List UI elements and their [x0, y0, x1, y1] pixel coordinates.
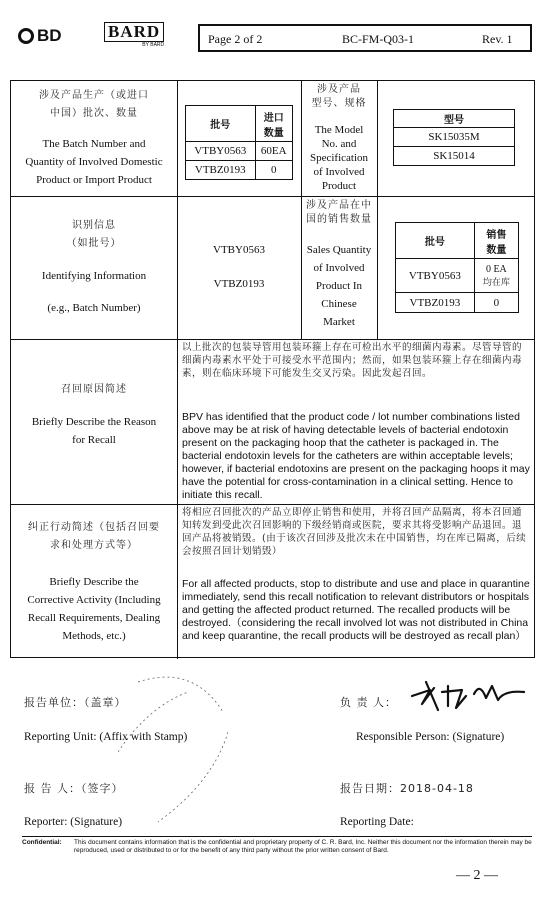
batch-quantity-label: 涉及产品生产（或进口 中国）批次、数量 The Batch Number and Quantity of Involved Domestic Product or Import Product: [25, 90, 163, 186]
corrective-activity-text-en: For all affected products, stop to distribute and use and place in quarantine immediately, send this recall notification to relevant distributors or hospitals and getting the affected product returned. The recalled products will be destroyed.（considering the recall involved lot was not distributed in China and keep quarantine, the recall products will be destroyed as recall plan）: [182, 578, 530, 642]
reporter-cn: 报 告 人：（签字）: [24, 782, 124, 795]
footer-divider: [22, 836, 532, 837]
row-divider: [11, 504, 534, 505]
report-date-en: Reporting Date:: [340, 816, 414, 828]
identifying-info-label: 识别信息 （如批号） Identifying Information (e.g., Batch Number): [41, 220, 147, 314]
row-divider: [11, 339, 534, 340]
page-number: — 2 —: [456, 868, 498, 883]
confidentiality-notice: Confidential: This document contains information that is the confidential and proprietary property of C. R. Bard, Inc. Neither this document nor the information therein may be reproduced, used or distributed to or for the benefit of any third party without the prior written consent of Bard.: [22, 839, 532, 854]
batch-cell: VTBY0563: [396, 259, 475, 293]
handwritten-signature: [408, 676, 528, 716]
qty-cell: 0 EA 均在库: [474, 259, 518, 293]
sales-quantity-label: 涉及产品在中 国的销售数量 Sales Quantity of Involved Product In Chinese Market: [306, 200, 372, 328]
responsible-person-en: Responsible Person: (Signature): [356, 731, 505, 743]
report-date-cn: 报告日期：2018-04-18: [340, 782, 474, 795]
batch-cell: VTBZ0193: [396, 293, 475, 313]
stamp-outline: [118, 672, 228, 827]
row-divider: [11, 196, 534, 197]
batch-cell: VTBZ0193: [186, 161, 256, 180]
document-header-box: [198, 24, 532, 52]
model-cell: SK15035M: [394, 128, 515, 147]
recall-reason-text-cn: 以上批次的包装导管用包装环箍上存在可检出水平的细菌内毒素。尽管导管的细菌内毒素水平处于可接受水平范围内；然而，如果包装环箍上存在细菌内毒素，则在临床环境下可能发生交叉污染。因此发起召回。: [182, 342, 523, 379]
revision: Rev. 1: [482, 32, 513, 46]
corrective-activity-text-cn: 将相应召回批次的产品立即停止销售和使用，并将召回产品隔离，将本召回通知转发到受此次召回影响的下级经销商或医院，要求其将受影响产品退回。退回产品将被销毁。(由于该次召回涉及批次未在中国销售，均在库已隔离，后续会按照召回计划销毁）: [182, 507, 527, 557]
column-divider: [177, 81, 178, 659]
recall-report-table: [10, 80, 535, 658]
reporter-en: Reporter: (Signature): [24, 816, 123, 828]
recall-reason-text-en: BPV has identified that the product code / lot number combinations listed above may be at risk of having detectable levels of bacterial endotoxin present on the packaging hoop that the catheter is packaged in. The bacterial endotoxin levels for the catheters are within acceptable levels; however, if bacterial endotoxins are present on the packaging hoops it may have the potential for cross-contamination in a clinical setting. Hence to initiate this recall.: [182, 411, 530, 501]
sales-qty-header: 销售 数量: [474, 223, 518, 259]
import-batch-table: [185, 105, 293, 180]
model-label: 涉及产品 型号、规格 The Model No. and Specification of Involved Product: [309, 84, 369, 192]
bard-logo: BARD BY BARD: [104, 22, 164, 48]
batch-cell: VTBY0563: [186, 142, 256, 161]
page-indicator: Page 2 of 2: [208, 32, 263, 46]
qty-cell: 0: [474, 293, 518, 313]
reporting-unit-en: Reporting Unit: (Affix with Stamp): [24, 731, 188, 743]
reporting-unit-cn: 报告单位：（盖章）: [24, 696, 127, 709]
form-id: BC-FM-Q03-1: [342, 32, 415, 46]
qty-cell: 60EA: [255, 142, 292, 161]
column-divider: [377, 81, 378, 339]
batch-header: 批号: [186, 106, 256, 142]
bd-mark-icon: [18, 28, 34, 44]
bd-logo: BD: [18, 26, 62, 46]
corrective-activity-label: 纠正行动简述（包括召回要 求和处理方式等） Briefly Describe the Corrective Activity (Including Recall Requirements, Dealing Methods, etc.): [27, 522, 161, 642]
batch-header: 批号: [396, 223, 475, 259]
recall-reason-label: 召回原因简述 Briefly Describe the Reason for Recall: [31, 384, 157, 446]
model-cell: SK15014: [394, 147, 515, 166]
batch-id-list: VTBY0563 VTBZ0193: [213, 244, 265, 290]
model-header: 型号: [394, 110, 515, 128]
model-table: [393, 109, 515, 166]
responsible-person-cn: 负 责 人：: [340, 696, 397, 709]
import-qty-header: 进口 数量: [255, 106, 292, 142]
sales-table: [395, 222, 519, 313]
qty-cell: 0: [255, 161, 292, 180]
